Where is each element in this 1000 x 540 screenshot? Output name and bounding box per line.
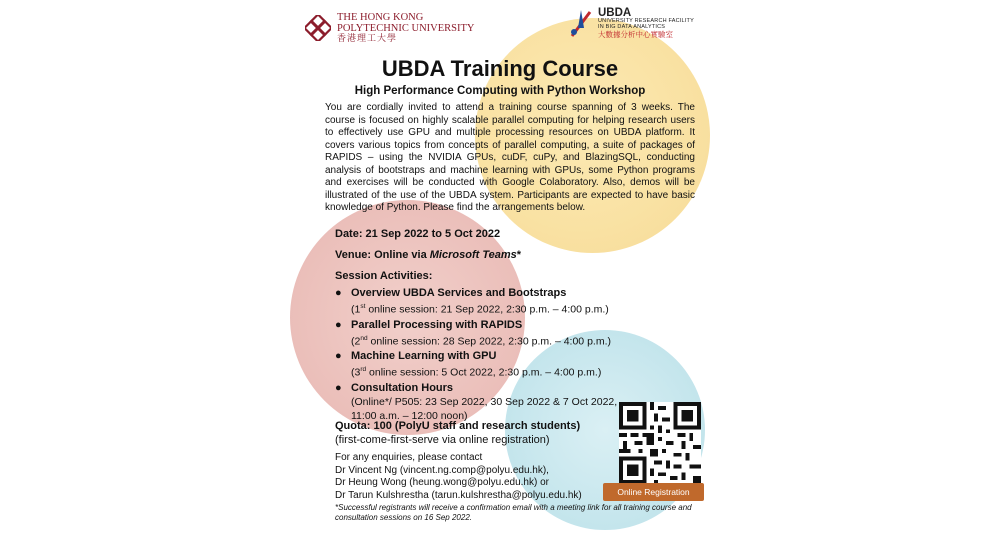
bullet-icon: ● bbox=[335, 287, 342, 299]
session-detail: (1st online session: 21 Sep 2022, 2:30 p.m. – 4:00 p.m.) bbox=[351, 303, 609, 316]
footnote: *Successful registrants will receive a confirmation email with a meeting link for all training course and consultation sessions on 16 Sep 2022. bbox=[335, 503, 692, 522]
polyu-name-line2: POLYTECHNIC UNIVERSITY bbox=[337, 23, 475, 35]
registration-policy: (first-come-first-serve via online registration) bbox=[335, 434, 550, 446]
page-title: UBDA Training Course bbox=[381, 56, 619, 81]
contact-tarun-kulshrestha: Dr Tarun Kulshrestha (tarun.kulshrestha@polyu.edu.hk) bbox=[335, 489, 582, 501]
ubda-subtitle-line1: UNIVERSITY RESEARCH FACILITY bbox=[598, 18, 694, 25]
session-heading: Session Activities: bbox=[335, 270, 433, 282]
registration-qr-code[interactable] bbox=[619, 402, 701, 484]
polyu-emblem-icon bbox=[305, 15, 331, 41]
polyu-name-line1: THE HONG KONG bbox=[337, 12, 424, 23]
session-detail-line1: (Online*/ P505: 23 Sep 2022, 30 Sep 2022 & 7 Oct 2022, bbox=[351, 395, 618, 408]
quota-line: Quota: 100 (PolyU staff and research students) bbox=[335, 420, 581, 432]
training-poster bbox=[285, 0, 715, 540]
page-subtitle: High Performance Computing with Python Workshop bbox=[354, 85, 646, 97]
ubda-emblem-icon bbox=[568, 6, 594, 40]
list-item bbox=[335, 349, 695, 380]
ubda-logo bbox=[568, 6, 694, 40]
session-title: Consultation Hours bbox=[351, 381, 454, 394]
session-title: Machine Learning with GPU bbox=[351, 350, 497, 362]
session-detail-line2: 11:00 a.m. – 12:00 noon) bbox=[351, 409, 468, 422]
list-item bbox=[335, 286, 695, 317]
contact-heung-wong: Dr Heung Wong (heung.wong@polyu.edu.hk) or bbox=[335, 477, 549, 488]
session-title: Overview UBDA Services and Bootstraps bbox=[351, 287, 567, 299]
bullet-icon: ● bbox=[335, 350, 342, 362]
course-venue: Venue: Online via Microsoft Teams* bbox=[335, 249, 522, 261]
enquiry-intro: For any enquiries, please contact bbox=[335, 452, 483, 463]
bullet-icon: ● bbox=[335, 381, 342, 394]
intro-paragraph: You are cordially invited to attend a training course spanning of 3 weeks. The course is focused on highly scalable parallel computing for helping research users to effectively use GPU and multiple processing resources on UBDA platform. It covers various topics from concepts of parallel computing, a suite of packages of RAPIDS – using the NVIDIA GPUs, cuDF, cuPy, and BlazingSQL, conducting analysis of bootstraps and machine learning with GPUs, some Python programs and exercises will be conducted with Google Colaboratory. Also, demos will be illustrated of the use of the UBDA system. Participants are expected to have basic knowledge of Python. Please find the arrangements below. bbox=[325, 102, 695, 213]
contact-vincent-ng: Dr Vincent Ng (vincent.ng.comp@polyu.edu.hk), bbox=[335, 464, 549, 476]
ubda-subtitle-line2: IN BIG DATA ANALYTICS bbox=[598, 24, 666, 31]
online-registration-button[interactable]: Online Registration bbox=[603, 483, 704, 501]
session-title: Parallel Processing with RAPIDS bbox=[351, 318, 523, 331]
list-item bbox=[335, 318, 695, 349]
bullet-icon: ● bbox=[335, 318, 342, 331]
venue-platform: Microsoft Teams bbox=[429, 249, 517, 261]
polyu-name-chinese: 香港理工大學 bbox=[337, 33, 398, 44]
session-detail: (3rd online session: 5 Oct 2022, 2:30 p.m. – 4:00 p.m.) bbox=[351, 366, 602, 379]
enquiry-contacts bbox=[335, 452, 582, 502]
quota-info bbox=[335, 419, 580, 447]
course-date: Date: 21 Sep 2022 to 5 Oct 2022 bbox=[335, 228, 501, 240]
polyu-logo bbox=[305, 12, 474, 43]
ubda-name: UBDA bbox=[598, 7, 632, 20]
session-detail: (2nd online session: 28 Sep 2022, 2:30 p.m. – 4:00 p.m.) bbox=[351, 334, 611, 347]
ubda-subtitle-chinese: 大數據分析中心實驗室 bbox=[598, 29, 673, 39]
